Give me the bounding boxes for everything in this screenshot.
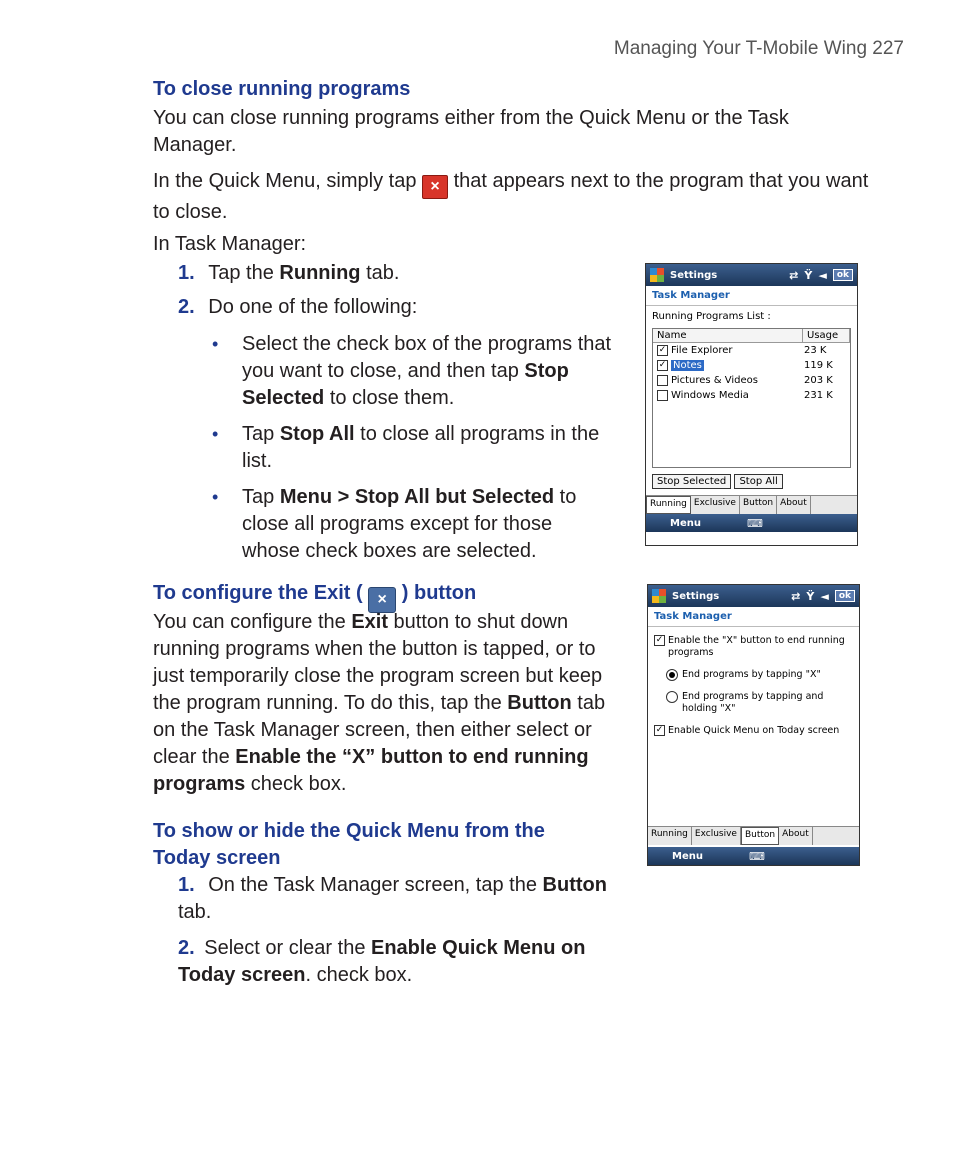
program-name: Pictures & Videos (671, 375, 758, 386)
step-text: Do one of the following: (208, 296, 418, 318)
keyboard-icon[interactable]: ⌨ (748, 849, 765, 863)
option-enable-x[interactable] (648, 627, 859, 659)
step-text: Select or clear the (204, 937, 371, 959)
paragraph-intro: You can close running programs either from the Quick Menu or the Task Manager. (153, 107, 789, 156)
stop-selected-button[interactable]: Stop Selected (652, 474, 731, 489)
bullet-text: to close them. (324, 387, 455, 409)
bullet-bold: Menu (279, 486, 333, 508)
window-title: Settings (672, 590, 720, 602)
program-name: Windows Media (671, 390, 749, 401)
bullet-icon: • (212, 487, 219, 507)
step-number: 1. (178, 874, 195, 896)
para-bold: Enable the “X” button to end running programs (153, 746, 589, 795)
quick-menu-text-a: In the Quick Menu, simply tap (153, 170, 417, 192)
step-1 (178, 260, 399, 287)
tab-button[interactable]: Button (741, 827, 779, 845)
para-text: You can configure the (153, 611, 352, 633)
program-usage: 119 K (804, 360, 833, 371)
radio-button[interactable] (666, 669, 678, 681)
bullet-stop-all-but-selected (242, 484, 612, 565)
list-header (653, 329, 850, 343)
column-usage[interactable]: Usage (803, 329, 850, 342)
ok-button[interactable]: ok (833, 269, 853, 281)
start-icon[interactable] (650, 268, 664, 282)
menu-softkey[interactable]: Menu (672, 850, 703, 862)
step-number: 2. (178, 296, 195, 318)
list-item[interactable] (653, 358, 850, 373)
close-icon: × (422, 175, 448, 199)
start-icon[interactable] (652, 589, 666, 603)
page-header: Managing Your T-Mobile Wing 227 (613, 38, 904, 59)
volume-icon[interactable]: ◄ (820, 589, 829, 603)
step-bold: Button (542, 874, 607, 896)
bullet-stop-all (242, 421, 612, 475)
checkbox[interactable] (657, 390, 668, 401)
section-heading-quick-menu: To show or hide the Quick Menu from the Today screen (153, 820, 545, 869)
title-bar (648, 585, 859, 607)
paragraph-configure-exit (153, 609, 619, 798)
quick-menu-text-b: that appears next to the program that you want to close. (153, 170, 869, 223)
screenshot-running-tab (645, 263, 858, 546)
list-item[interactable] (653, 343, 850, 358)
bullet-stop-selected (242, 331, 612, 412)
radio-label: End programs by tapping "X" (682, 669, 821, 680)
para-text: tab on the Task Manager screen, then either select or clear the (153, 692, 606, 768)
radio-tap-x[interactable] (648, 659, 859, 681)
title-bar (646, 264, 857, 286)
heading-text: ) button (401, 582, 477, 604)
screenshot-button-tab (647, 584, 860, 866)
step-3-1 (178, 872, 618, 926)
window-title: Settings (670, 269, 718, 281)
menu-softkey[interactable]: Menu (670, 517, 701, 529)
step-bold: Enable Quick Menu on Today screen (178, 937, 586, 986)
checkbox[interactable] (657, 375, 668, 386)
tab-bar (646, 495, 857, 514)
tab-bar (648, 826, 859, 845)
button-row (646, 468, 857, 489)
radio-button[interactable] (666, 691, 678, 703)
option-quick-menu[interactable] (648, 715, 859, 737)
step-2 (178, 294, 417, 321)
bullet-text: to close all programs except for those whose check boxes are selected. (242, 486, 577, 562)
column-name[interactable]: Name (653, 329, 803, 342)
bullet-bold: > (332, 486, 355, 508)
list-item[interactable] (653, 388, 850, 403)
task-manager-heading: Task Manager (648, 607, 859, 627)
para-text: button to shut down running programs when the button is tapped, or to just temporarily close the program screen but keep the program running. To do this, tap the (153, 611, 603, 714)
close-icon: × (368, 587, 396, 613)
bullet-bold: Stop All (279, 423, 355, 445)
bullet-text: Tap (242, 423, 280, 445)
radio-label: End programs by tapping and holding "X" (682, 691, 824, 714)
bullet-icon: • (212, 334, 219, 354)
program-usage: 23 K (804, 345, 827, 356)
program-usage: 203 K (804, 375, 833, 386)
step-number: 1. (178, 262, 195, 284)
section-heading-close-programs: To close running programs (153, 78, 411, 100)
signal-icon[interactable]: Ÿ (806, 589, 815, 603)
para-bold: Exit (351, 611, 388, 633)
checkbox[interactable]: ✓ (655, 635, 664, 645)
menu-bar (648, 847, 859, 865)
para-text: check box. (245, 773, 347, 795)
checkbox[interactable]: ✓ (658, 345, 667, 355)
running-list-label: Running Programs List : (652, 311, 771, 322)
step-text: Tap the (208, 262, 280, 284)
tab-about[interactable]: About (779, 827, 813, 845)
heading-text: To configure the Exit ( (153, 582, 363, 604)
tab-about[interactable]: About (777, 496, 811, 514)
connectivity-icon[interactable]: ⇄ (789, 268, 799, 282)
step-number: 2. (178, 937, 195, 959)
paragraph-quick-menu (153, 168, 873, 226)
para-bold: Button (507, 692, 572, 714)
bullet-icon: • (212, 424, 219, 444)
connectivity-icon[interactable]: ⇄ (791, 589, 801, 603)
tab-running[interactable]: Running (646, 496, 691, 514)
volume-icon[interactable]: ◄ (818, 268, 827, 282)
checkbox[interactable]: ✓ (655, 725, 664, 735)
program-name: Notes (673, 360, 702, 371)
tab-running[interactable]: Running (648, 827, 692, 845)
option-label: Enable Quick Menu on Today screen (668, 725, 840, 736)
checkbox[interactable]: ✓ (658, 360, 667, 370)
bullet-text: to close all programs in the list. (242, 423, 600, 472)
tab-button[interactable]: Button (740, 496, 777, 514)
bullet-bold: Stop All but Selected (354, 486, 555, 508)
signal-icon[interactable]: Ÿ (804, 268, 813, 282)
keyboard-icon[interactable]: ⌨ (746, 516, 763, 530)
bullet-bold: Stop Selected (242, 360, 569, 409)
ok-button[interactable]: ok (835, 590, 855, 602)
tab-exclusive[interactable]: Exclusive (692, 827, 741, 845)
option-label: Enable the "X" button to end running programs (668, 635, 845, 658)
step-bold: Running (279, 262, 361, 284)
step-text: tab. (178, 901, 212, 923)
bullet-text: Select the check box of the programs that you want to close, and then tap (242, 333, 612, 382)
stop-all-button[interactable]: Stop All (734, 474, 782, 489)
step-text: tab. (360, 262, 400, 284)
menu-bar (646, 514, 857, 532)
task-manager-heading: Task Manager (646, 286, 857, 306)
program-name: File Explorer (671, 345, 733, 356)
tab-exclusive[interactable]: Exclusive (691, 496, 740, 514)
paragraph-task-manager: In Task Manager: (153, 233, 307, 255)
program-usage: 231 K (804, 390, 833, 401)
radio-tap-hold-x[interactable] (648, 681, 859, 715)
bullet-text: Tap (242, 486, 280, 508)
step-text: . check box. (305, 964, 413, 986)
running-programs-list[interactable] (652, 328, 851, 468)
list-item[interactable] (653, 373, 850, 388)
step-3-2 (178, 935, 618, 989)
step-text: On the Task Manager screen, tap the (208, 874, 543, 896)
